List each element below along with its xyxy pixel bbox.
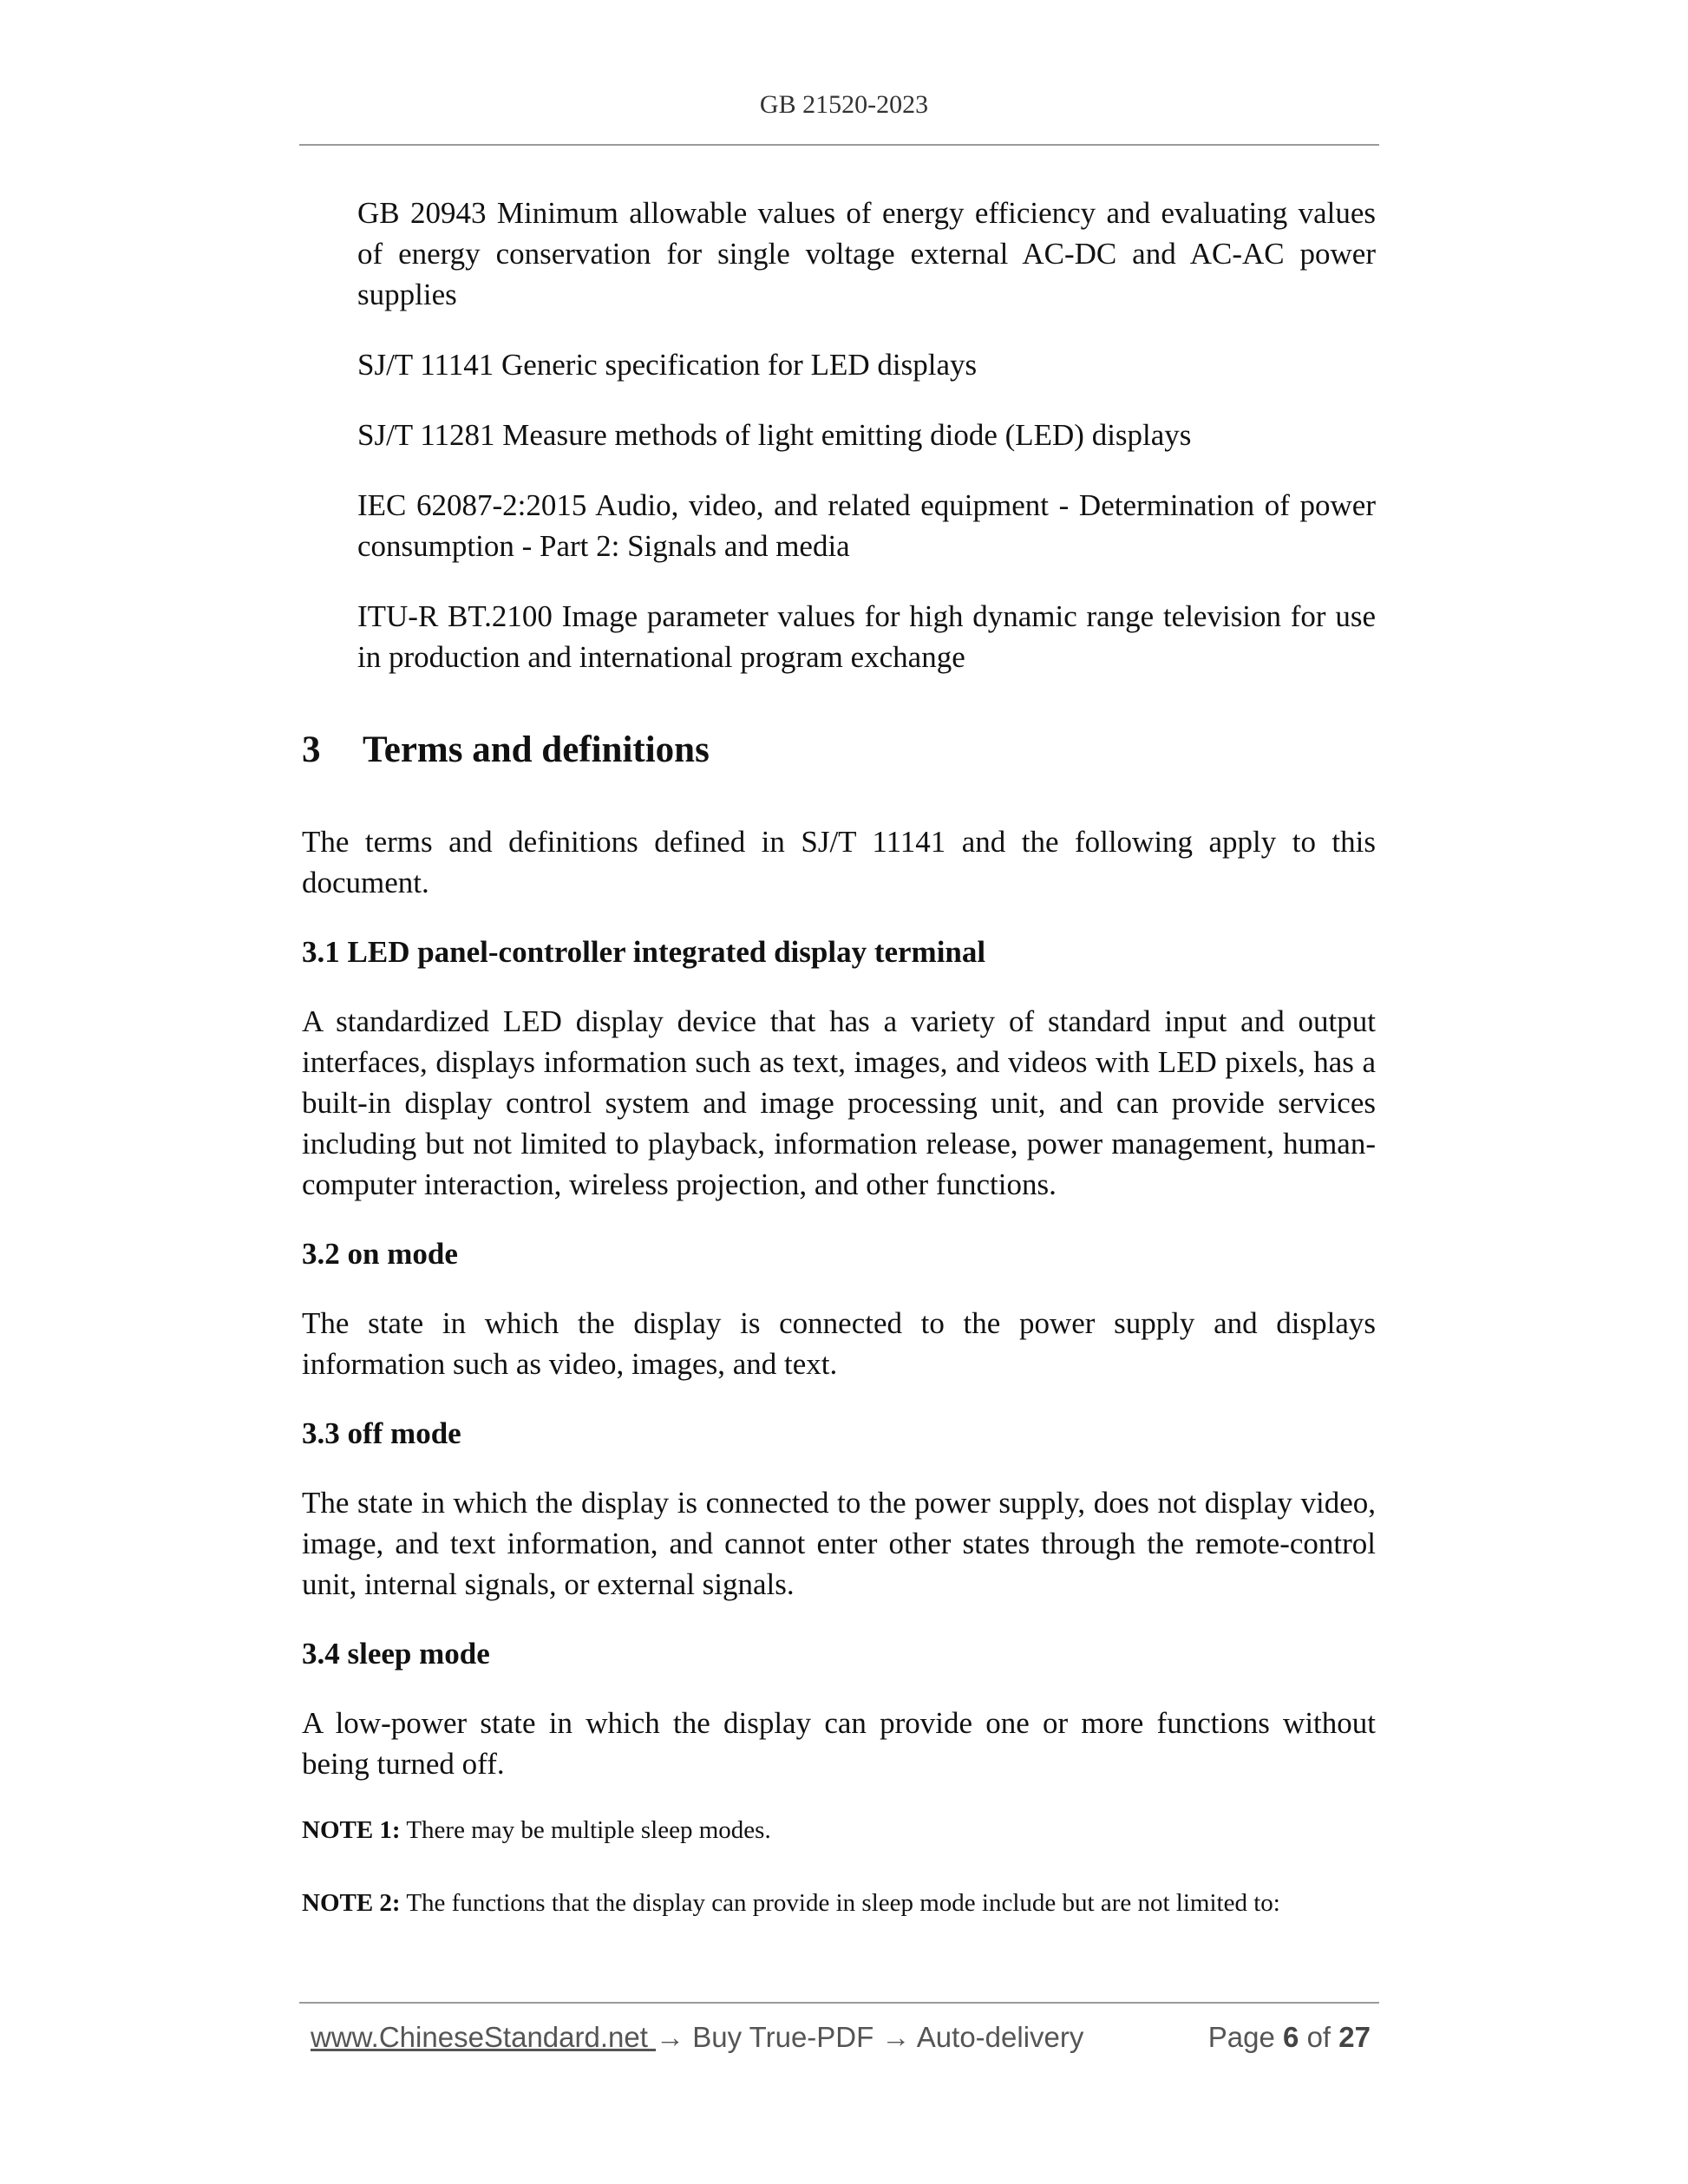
term-definition: The state in which the display is connected to the power supply and displays information such as video, images, and text. bbox=[302, 1306, 1376, 1381]
term-heading: 3.4 sleep mode bbox=[302, 1637, 490, 1671]
section-title: Terms and definitions bbox=[363, 729, 710, 770]
term-definition: A standardized LED display device that has a variety of standard input and output interfaces, displays information such as text, images, and videos with LED pixels, has a built-in display control system and image processing unit, and can provide services including but not limited to playback, information release, power management, human-computer interaction, wireless projection, and other functions. bbox=[302, 1004, 1376, 1201]
note bbox=[302, 1886, 1376, 1920]
note-label: NOTE 2: bbox=[302, 1889, 401, 1917]
header-divider bbox=[299, 144, 1379, 146]
promo-text: → Buy True-PDF → Auto-delivery bbox=[656, 2021, 1084, 2053]
term-definition: The state in which the display is connected to the power supply, does not display video, image, and text information, and cannot enter other states through the remote-control unit, internal signals, or external signals. bbox=[302, 1486, 1376, 1601]
section-number: 3 bbox=[302, 729, 321, 770]
reference-item: IEC 62087-2:2015 Audio, video, and related equipment - Determination of power consumption - Part 2: Signals and media bbox=[357, 488, 1376, 563]
note-text: There may be multiple sleep modes. bbox=[400, 1816, 771, 1844]
reference-item: SJ/T 11281 Measure methods of light emitting diode (LED) displays bbox=[357, 418, 1192, 452]
term-definition: A low-power state in which the display can provide one or more functions without being turned off. bbox=[302, 1706, 1376, 1781]
term-heading: 3.1 LED panel-controller integrated display terminal bbox=[302, 935, 986, 969]
page-indicator bbox=[1208, 2021, 1371, 2054]
note-text: The functions that the display can provide in sleep mode include but are not limited to: bbox=[400, 1889, 1280, 1917]
total-pages: 27 bbox=[1338, 2021, 1371, 2053]
term-heading: 3.3 off mode bbox=[302, 1416, 461, 1450]
page-footer bbox=[311, 2021, 1371, 2064]
reference-item: ITU-R BT.2100 Image parameter values for high dynamic range television for use in production and international program exchange bbox=[357, 599, 1376, 674]
note-label: NOTE 1: bbox=[302, 1816, 401, 1844]
footer-divider bbox=[299, 2002, 1379, 2004]
reference-item: SJ/T 11141 Generic specification for LED displays bbox=[357, 348, 978, 382]
document-code-header: GB 21520-2023 bbox=[759, 90, 929, 119]
site-link[interactable]: www.ChineseStandard.net bbox=[311, 2021, 657, 2053]
note bbox=[302, 1813, 1376, 1847]
term-heading: 3.2 on mode bbox=[302, 1237, 458, 1271]
section-heading bbox=[302, 728, 1376, 773]
page-word: Page bbox=[1207, 2021, 1275, 2053]
current-page: 6 bbox=[1283, 2021, 1299, 2053]
footer-promo bbox=[311, 2021, 1083, 2054]
reference-item: GB 20943 Minimum allowable values of energy efficiency and evaluating values of energy conservation for single voltage external AC-DC and AC-AC power supplies bbox=[357, 196, 1376, 311]
of-word: of bbox=[1306, 2021, 1331, 2053]
section-intro: The terms and definitions defined in SJ/T 11141 and the following apply to this document. bbox=[302, 825, 1376, 899]
page-content bbox=[302, 193, 1376, 1958]
